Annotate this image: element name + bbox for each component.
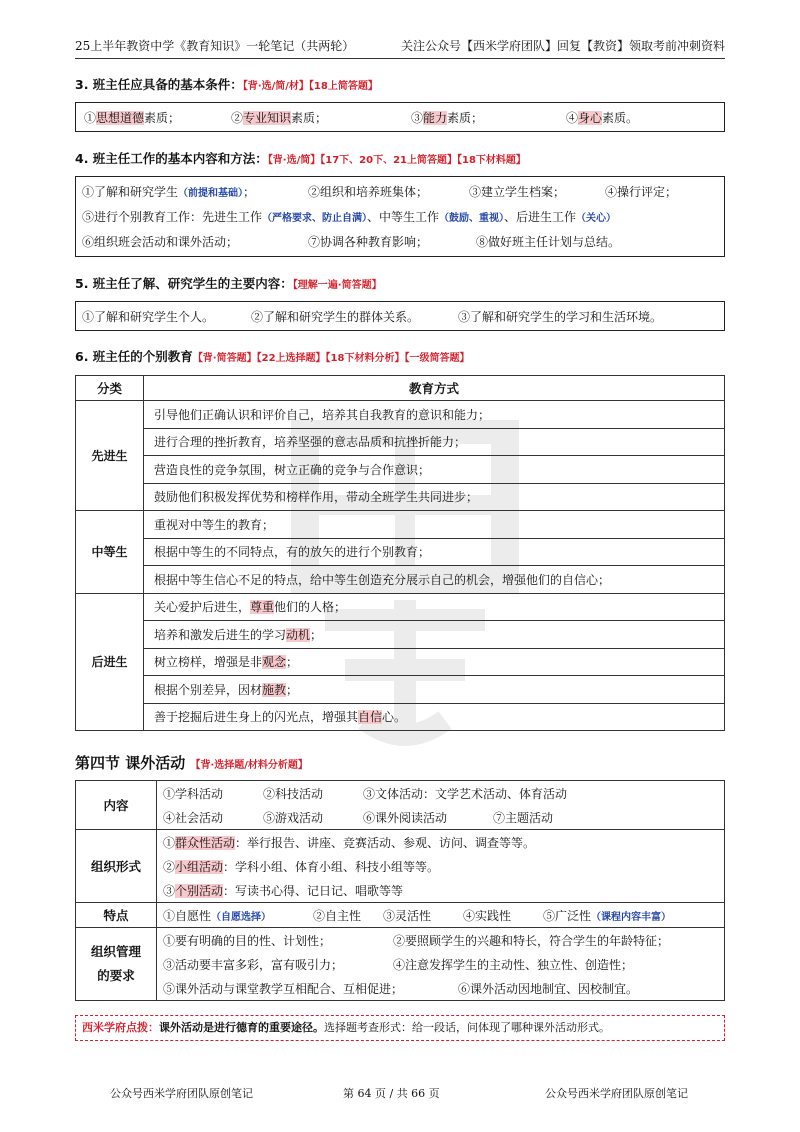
table-row <box>76 456 725 484</box>
section-four-title: 第四节 课外活动 <box>75 754 186 772</box>
section-4-box <box>75 176 725 257</box>
section-3-tag: 【背·选/简/材】【18上简答题】 <box>242 81 378 92</box>
condition-item: ②专业知识素质； <box>231 111 328 125</box>
table-row <box>76 781 725 806</box>
footer-left: 公众号西米学府团队原创笔记 <box>110 1087 253 1100</box>
tip-label: 西米学府点拨： <box>82 1021 159 1034</box>
section-6-tag: 【背·简答题】【22上选择题】【18下材料分析】【一级简答题】 <box>192 353 470 364</box>
method-cell: 善于挖掘后进生身上的闪光点，增强其自信心。 <box>144 703 725 731</box>
content-row-2: ④社会活动 ⑤游戏活动 ⑥课外阅读活动 ⑦主题活动 <box>157 805 725 830</box>
method-item: ⑥组织班会活动和课外活动； <box>82 235 239 249</box>
page-header <box>75 36 725 59</box>
individual-education-table <box>75 375 725 731</box>
table-row <box>76 854 725 878</box>
table-row <box>76 830 725 855</box>
label-feature: 特点 <box>76 903 157 928</box>
tip-box <box>75 1015 725 1041</box>
mgmt-row: ⑤课外活动与课堂教学互相配合、互相促进； ⑥课外活动因地制宜、因校制宜。 <box>157 976 725 1001</box>
condition-item: ③能力素质； <box>411 111 484 125</box>
section-3-box <box>75 102 725 132</box>
section-5-heading <box>75 274 382 292</box>
category-middle: 中等生 <box>76 511 144 594</box>
section-5-title: 5. 班主任了解、研究学生的主要内容： <box>75 276 293 291</box>
content-item: ②了解和研究学生的群体关系。 <box>251 310 420 324</box>
table-row <box>76 566 725 594</box>
section-four-heading <box>75 752 308 773</box>
content-row-1: ①学科活动 ②科技活动 ③文体活动：文学艺术活动、体育活动 <box>157 781 725 806</box>
content-item: ①了解和研究学生个人。 <box>82 310 215 324</box>
table-row <box>76 538 725 566</box>
table-row <box>76 593 725 621</box>
mgmt-row: ①要有明确的目的性、计划性； ②要照顾学生的兴趣和特长，符合学生的年龄特征； <box>157 928 725 953</box>
form-item: ②小组活动：学科小组、体育小组、科技小组等等。 <box>157 854 725 878</box>
section-4-heading <box>75 149 526 167</box>
tip-bold: 课外活动是进行德育的重要途径。 <box>159 1021 324 1034</box>
table-row <box>76 878 725 903</box>
form-item: ①群众性活动：举行报告、讲座、竞赛活动、参观、访问、调查等等。 <box>157 830 725 855</box>
page-number: 第 64 页 / 共 66 页 <box>343 1087 440 1100</box>
label-content: 内容 <box>76 781 157 830</box>
method-item: ③建立学生档案； <box>469 185 566 199</box>
section-4-title: 4. 班主任工作的基本内容和方法： <box>75 151 268 166</box>
method-item: ⑧做好班主任计划与总结。 <box>476 235 621 249</box>
method-row-1: ①了解和研究学生（前提和基础）； <box>82 185 256 199</box>
method-item: ⑦协调各种教育影响； <box>308 235 429 249</box>
mgmt-row: ③活动要丰富多彩，富有吸引力； ④注意发挥学生的主动性、独立性、创造性； <box>157 952 725 976</box>
footer-right: 公众号西米学府团队原创笔记 <box>545 1087 688 1100</box>
section-5-tag: 【理解一遍·简答题】 <box>292 280 382 291</box>
method-cell: 营造良性的竞争氛围，树立正确的竞争与合作意识； <box>144 456 725 484</box>
method-cell: 关心爱护后进生，尊重他们的人格； <box>144 593 725 621</box>
method-cell: 根据中等生的不同特点，有的放矢的进行个别教育； <box>144 538 725 566</box>
condition-item: ④身心素质。 <box>566 111 639 125</box>
header-right: 关注公众号【西米学府团队】回复【教资】领取考前冲刺资料 <box>400 39 725 53</box>
table-row <box>76 511 725 539</box>
section-3-title: 3. 班主任应具备的基本条件： <box>75 77 243 92</box>
method-cell: 根据个别差异，因材施教； <box>144 676 725 704</box>
table-row <box>76 676 725 704</box>
extracurricular-table <box>75 780 725 1001</box>
category-backward: 后进生 <box>76 593 144 731</box>
method-row-2: ⑤进行个别教育工作：先进生工作（严格要求、防止自满）、中等生工作（鼓励、重视）、后进生工作（关心） <box>82 210 617 224</box>
table-row <box>76 703 725 731</box>
table-row <box>76 483 725 511</box>
section-5-box <box>75 301 725 331</box>
method-cell: 鼓励他们积极发挥优势和榜样作用，带动全班学生共同进步； <box>144 483 725 511</box>
method-item: ④操行评定； <box>605 185 678 199</box>
table-row <box>76 621 725 649</box>
method-cell: 树立榜样，增强是非观念； <box>144 648 725 676</box>
method-cell: 培养和激发后进生的学习动机； <box>144 621 725 649</box>
method-item: ②组织和培养班集体； <box>308 185 429 199</box>
table-row <box>76 805 725 830</box>
content-item: ③了解和研究学生的学习和生活环境。 <box>458 310 663 324</box>
method-cell: 引导他们正确认识和评价自己，培养其自我教育的意识和能力； <box>144 401 725 429</box>
table-row <box>76 428 725 456</box>
method-cell: 重视对中等生的教育； <box>144 511 725 539</box>
section-6-title: 6. 班主任的个别教育 <box>75 349 193 364</box>
table-row <box>76 928 725 953</box>
table-row <box>76 648 725 676</box>
label-form: 组织形式 <box>76 830 157 903</box>
section-6-heading <box>75 347 469 365</box>
section-four-tag: 【背·选择题/材料分析题】 <box>190 760 308 771</box>
method-cell: 进行合理的挫折教育，培养坚强的意志品质和抗挫折能力； <box>144 428 725 456</box>
condition-item: ①思想道德素质； <box>84 111 181 125</box>
section-3-heading <box>75 75 378 93</box>
table-row <box>76 401 725 429</box>
section-4-tag: 【背·选/简】【17下、20下、21上简答题】【18下材料题】 <box>267 155 526 166</box>
category-advanced: 先进生 <box>76 401 144 511</box>
method-cell: 根据中等生信心不足的特点，给中等生创造充分展示自己的机会，增强他们的自信心； <box>144 566 725 594</box>
col-category: 分类 <box>76 376 144 401</box>
form-item: ③个别活动：写读书心得、记日记、唱歌等等 <box>157 878 725 903</box>
table-header-row <box>76 376 725 401</box>
col-method: 教育方式 <box>144 376 725 401</box>
table-row <box>76 952 725 976</box>
table-row <box>76 976 725 1001</box>
tip-text: 选择题考查形式：给一段话，问体现了哪种课外活动形式。 <box>324 1021 610 1034</box>
header-left: 25上半年教资中学《教育知识》一轮笔记（共两轮） <box>75 39 355 53</box>
label-management: 组织管理 的要求 <box>76 928 157 1001</box>
table-row <box>76 903 725 928</box>
features-row: ①自愿性（自愿选择） ②自主性 ③灵活性 ④实践性 ⑤广泛性（课程内容丰富） <box>157 903 725 928</box>
